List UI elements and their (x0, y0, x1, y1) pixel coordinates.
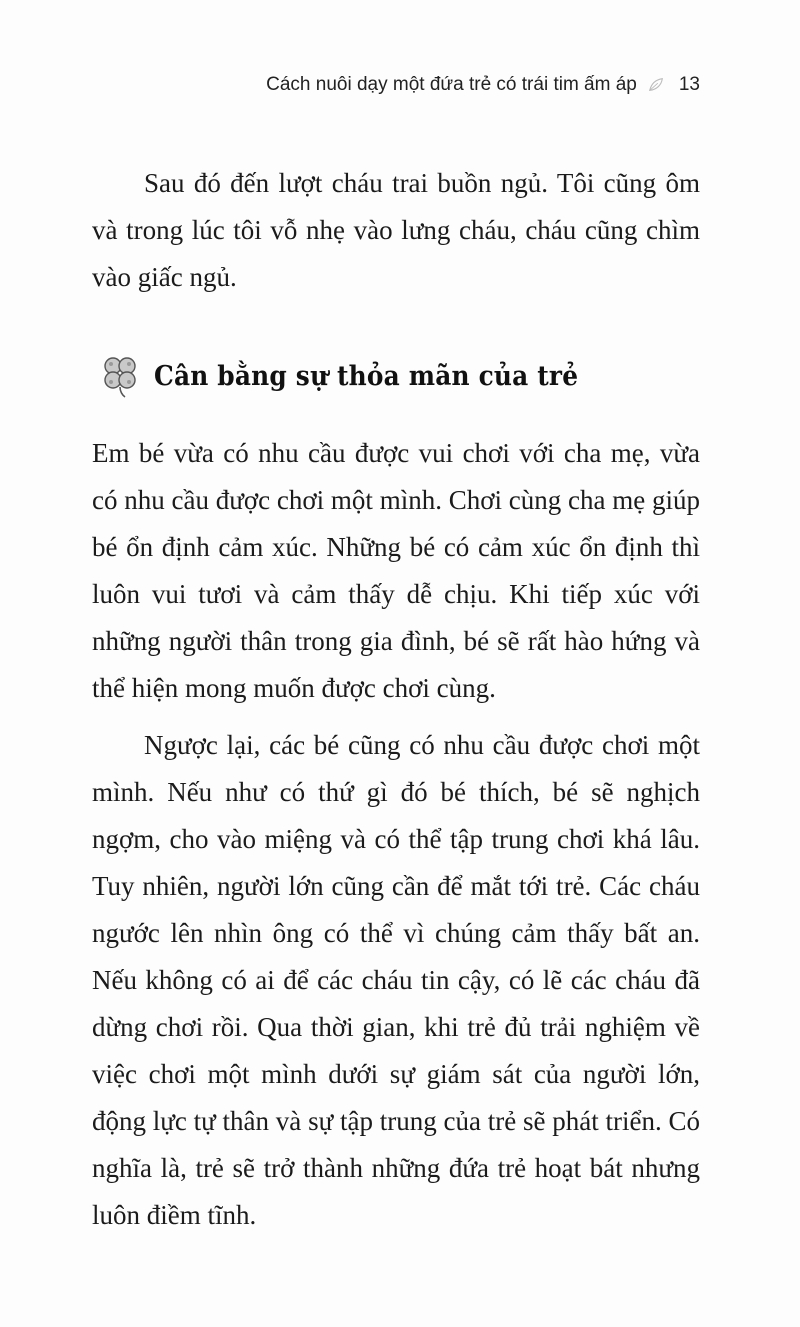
clover-icon (100, 353, 140, 399)
paragraph-1 (92, 160, 700, 301)
paragraph-2-text: Em bé vừa có nhu cầu được vui chơi với cha mẹ, vừa có nhu cầu được chơi một mình. Chơi cùng cha mẹ giúp bé ổn định cảm xúc. Những bé có cảm xúc ổn định thì luôn vui tươi và cảm thấy dễ chịu. Khi tiếp xúc với những người thân trong gia đình, bé sẽ rất hào hứng và thể hiện mong muốn được chơi cùng. (92, 438, 700, 703)
section-heading (100, 353, 615, 399)
paragraph-2 (92, 430, 700, 712)
paragraph-1-text: Sau đó đến lượt cháu trai buồn ngủ. Tôi cũng ôm và trong lúc tôi vỗ nhẹ vào lưng cháu, cháu cũng chìm vào giấc ngủ. (92, 168, 700, 292)
running-title: Cách nuôi dạy một đứa trẻ có trái tim ấm áp (266, 74, 637, 95)
paragraph-3 (92, 722, 700, 1239)
page-number: 13 (678, 74, 700, 95)
leaf-icon (647, 76, 665, 94)
paragraph-3-text: Ngược lại, các bé cũng có nhu cầu được chơi một mình. Nếu như có thứ gì đó bé thích, bé sẽ nghịch ngợm, cho vào miệng và có thể tập trung chơi khá lâu. Tuy nhiên, người lớn cũng cần để mắt tới trẻ. Các cháu ngước lên nhìn ông có thể vì chúng cảm thấy bất an. Nếu không có ai để các cháu tin cậy, có lẽ các cháu đã dừng chơi rồi. Qua thời gian, khi trẻ đủ trải nghiệm về việc chơi một mình dưới sự giám sát của người lớn, động lực tự thân và sự tập trung của trẻ sẽ phát triển. Có nghĩa là, trẻ sẽ trở thành những đứa trẻ hoạt bát nhưng luôn điềm tĩnh. (92, 730, 700, 1230)
section-heading-title: Cân bằng sự thỏa mãn của trẻ (154, 360, 579, 392)
running-header (266, 74, 700, 96)
